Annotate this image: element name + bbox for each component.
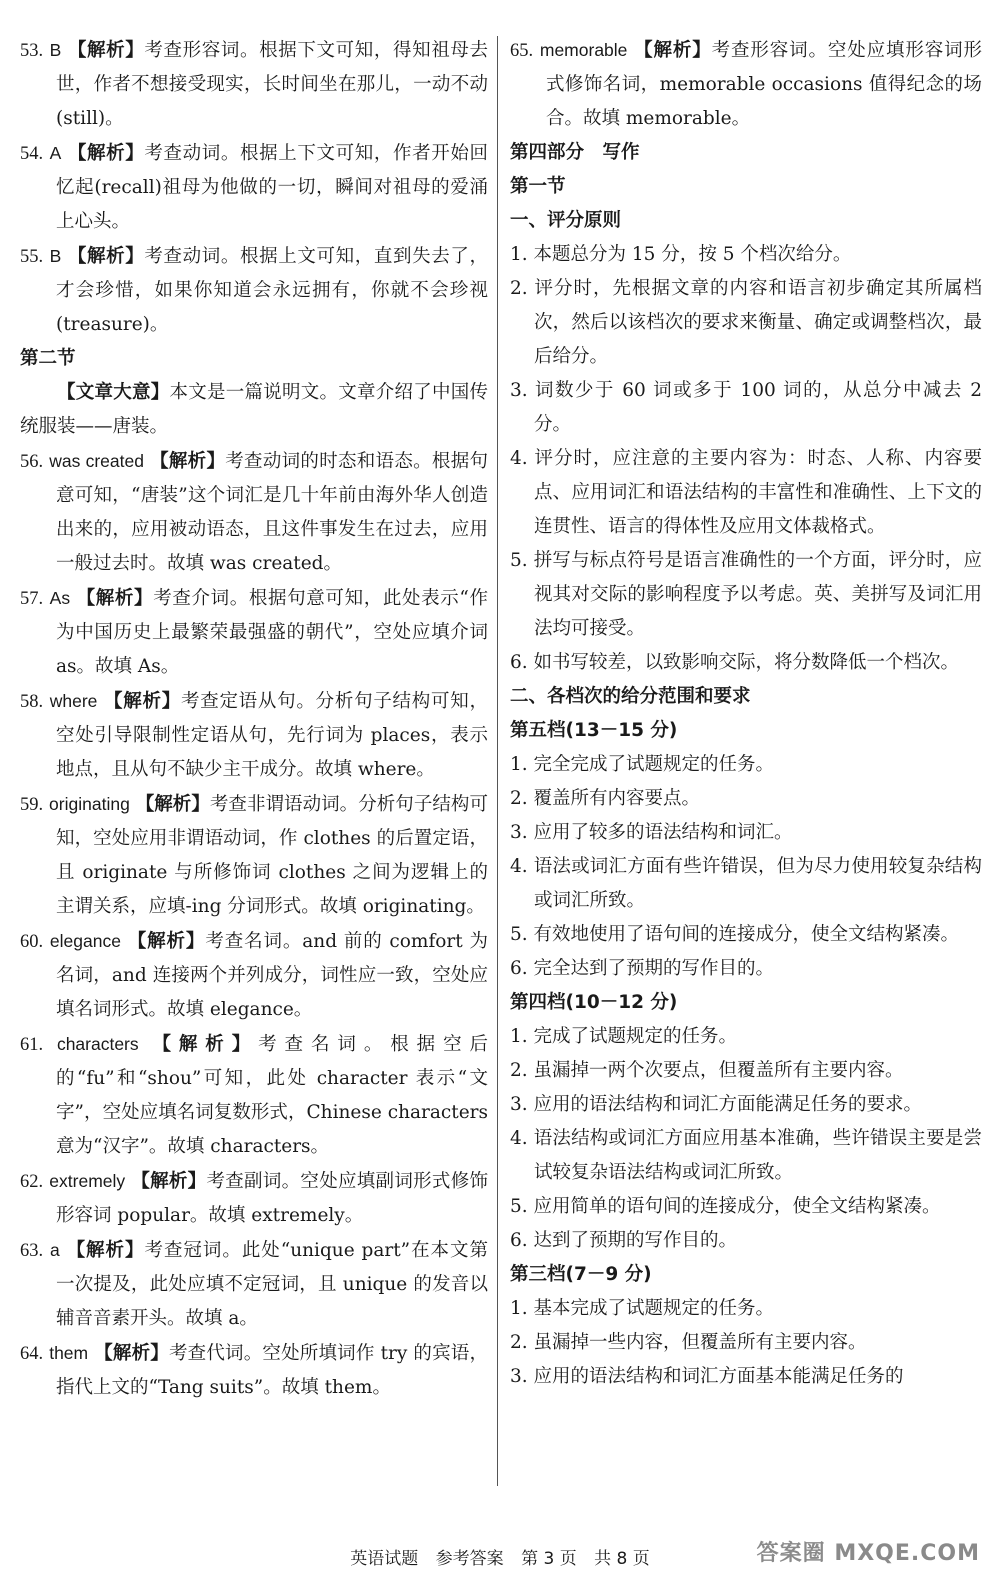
list-item: 5. 应用简单的语句间的连接成分，使全文结构紧凑。 — [510, 1196, 941, 1217]
answer-55: 55. B 【解析】考查动词。根据上文可知，直到失去了，才会珍惜，如果你知道会永远拥有，你就不会珍视(treasure)。 — [20, 246, 488, 335]
list-item: 6. 如书写较差，以致影响交际，将分数降低一个档次。 — [510, 652, 960, 673]
level-4-heading: 第四档(10－12 分) — [510, 992, 678, 1013]
answer-64: 64. them 【解析】考查代词。空处所填词作 try 的宾语，指代上文的“Tang suits”。故填 them。 — [20, 1343, 488, 1398]
list-item: 2. 评分时，先根据文章的内容和语言初步确定其所属档次，然后以该档次的要求来衡量、确定或调整档次，最后给分。 — [510, 278, 982, 367]
part-4-heading: 第四部分 写作 — [510, 142, 640, 163]
list-item: 4. 语法结构或词汇方面应用基本准确，些许错误主要是尝试较复杂语法结构或词汇所致。 — [510, 1128, 982, 1183]
level-5-heading: 第五档(13－15 分) — [510, 720, 678, 741]
list-item: 6. 完全达到了预期的写作目的。 — [510, 958, 775, 979]
answer-59: 59. originating 【解析】考查非谓语动词。分析句子结构可知，空处应用非谓语动词，作 clothes 的后置定语，且 originate 与所修饰词 clothes 之间为逻辑上的主谓关系，应填-ing 分词形式。故填 originating。 — [20, 794, 488, 917]
list-item: 6. 达到了预期的写作目的。 — [510, 1230, 738, 1251]
right-column — [510, 33, 982, 1394]
list-item: 3. 应用的语法结构和词汇方面基本能满足任务的 — [510, 1366, 904, 1387]
answer-62: 62. extremely 【解析】考查副词。空处应填副词形式修饰形容词 popular。故填 extremely。 — [20, 1171, 488, 1226]
answer-57: 57. As 【解析】考查介词。根据句意可知，此处表示“作为中国历史上最繁荣最强盛的朝代”，空处应填介词 as。故填 As。 — [20, 588, 488, 677]
column-divider — [497, 36, 498, 1486]
list-item: 1. 完全完成了试题规定的任务。 — [510, 754, 775, 775]
article-summary: 【文章大意】本文是一篇说明文。文章介绍了中国传统服装——唐装。 — [20, 382, 488, 437]
scoring-principles-list — [510, 238, 982, 680]
answer-54: 54. A 【解析】考查动词。根据上下文可知，作者开始回忆起(recall)祖母为他做的一切，瞬间对祖母的爱涌上心头。 — [20, 143, 488, 232]
watermark-logo: 答案圈 MXQE.COM — [756, 1541, 980, 1566]
footer-total-pages: 共 8 页 — [594, 1549, 650, 1569]
list-item: 4. 语法或词汇方面有些许错误，但为尽力使用较复杂结构或词汇所致。 — [510, 856, 982, 911]
list-item: 3. 词数少于 60 词或多于 100 词的，从总分中减去 2 分。 — [510, 380, 982, 435]
list-item: 2. 虽漏掉一些内容，但覆盖所有主要内容。 — [510, 1332, 867, 1353]
list-item: 2. 虽漏掉一两个次要点，但覆盖所有主要内容。 — [510, 1060, 904, 1081]
answer-63: 63. a 【解析】考查冠词。此处“unique part”在本文第一次提及，此处应填不定冠词，且 unique 的发音以辅音音素开头。故填 a。 — [20, 1240, 488, 1329]
list-item: 2. 覆盖所有内容要点。 — [510, 788, 701, 809]
left-column — [20, 33, 488, 1405]
list-item: 5. 拼写与标点符号是语言准确性的一个方面，评分时，应视其对交际的影响程度予以考虑。英、美拼写及词汇用法均可接受。 — [510, 550, 982, 639]
level-3-list — [510, 1292, 982, 1394]
answer-56: 56. was created 【解析】考查动词的时态和语态。根据句意可知，“唐装”这个词汇是几十年前由海外华人创造出来的，应用被动语态，且这件事发生在过去，应用一般过去时。故填 was created。 — [20, 451, 488, 574]
list-item: 3. 应用了较多的语法结构和词汇。 — [510, 822, 793, 843]
scoring-principles-heading: 一、评分原则 — [510, 210, 622, 231]
level-3-heading: 第三档(7－9 分) — [510, 1264, 652, 1285]
footer-subject: 英语试题 — [350, 1549, 419, 1569]
answer-53: 53. B 【解析】考查形容词。根据下文可知，得知祖母去世，作者不想接受现实，长时间坐在那儿，一动不动(still)。 — [20, 40, 488, 129]
answer-60: 60. elegance 【解析】考查名词。and 前的 comfort 为名词，and 连接两个并列成分，词性应一致，空处应填名词形式。故填 elegance。 — [20, 931, 488, 1020]
answer-65: 65. memorable 【解析】考查形容词。空处应填形容词形式修饰名词，memorable occasions 值得纪念的场合。故填 memorable。 — [510, 40, 982, 129]
level-4-list — [510, 1020, 982, 1258]
list-item: 1. 本题总分为 15 分，按 5 个档次给分。 — [510, 244, 852, 265]
footer-page-number: 第 3 页 — [521, 1549, 577, 1569]
section-2-heading: 第二节 — [20, 348, 76, 369]
level-5-list — [510, 748, 982, 986]
answer-58: 58. where 【解析】考查定语从句。分析句子结构可知，空处引导限制性定语从句，先行词为 places，表示地点，且从句不缺少主干成分。故填 where。 — [20, 691, 488, 780]
footer-type: 参考答案 — [435, 1549, 504, 1569]
list-item: 4. 评分时，应注意的主要内容为：时态、人称、内容要点、应用词汇和语法结构的丰富性和准确性、上下文的连贯性、语言的得体性及应用文体裁格式。 — [510, 448, 982, 537]
section-1-heading: 第一节 — [510, 176, 566, 197]
list-item: 1. 完成了试题规定的任务。 — [510, 1026, 738, 1047]
list-item: 3. 应用的语法结构和词汇方面能满足任务的要求。 — [510, 1094, 923, 1115]
levels-heading: 二、各档次的给分范围和要求 — [510, 686, 751, 707]
list-item: 5. 有效地使用了语句间的连接成分，使全文结构紧凑。 — [510, 924, 960, 945]
answer-61: 61. characters 【解析】考查名词。根据空后的“fu”和“shou”可知，此处 character 表示“文字”，空处应填名词复数形式，Chinese characters 意为“汉字”。故填 characters。 — [20, 1034, 488, 1157]
list-item: 1. 基本完成了试题规定的任务。 — [510, 1298, 775, 1319]
